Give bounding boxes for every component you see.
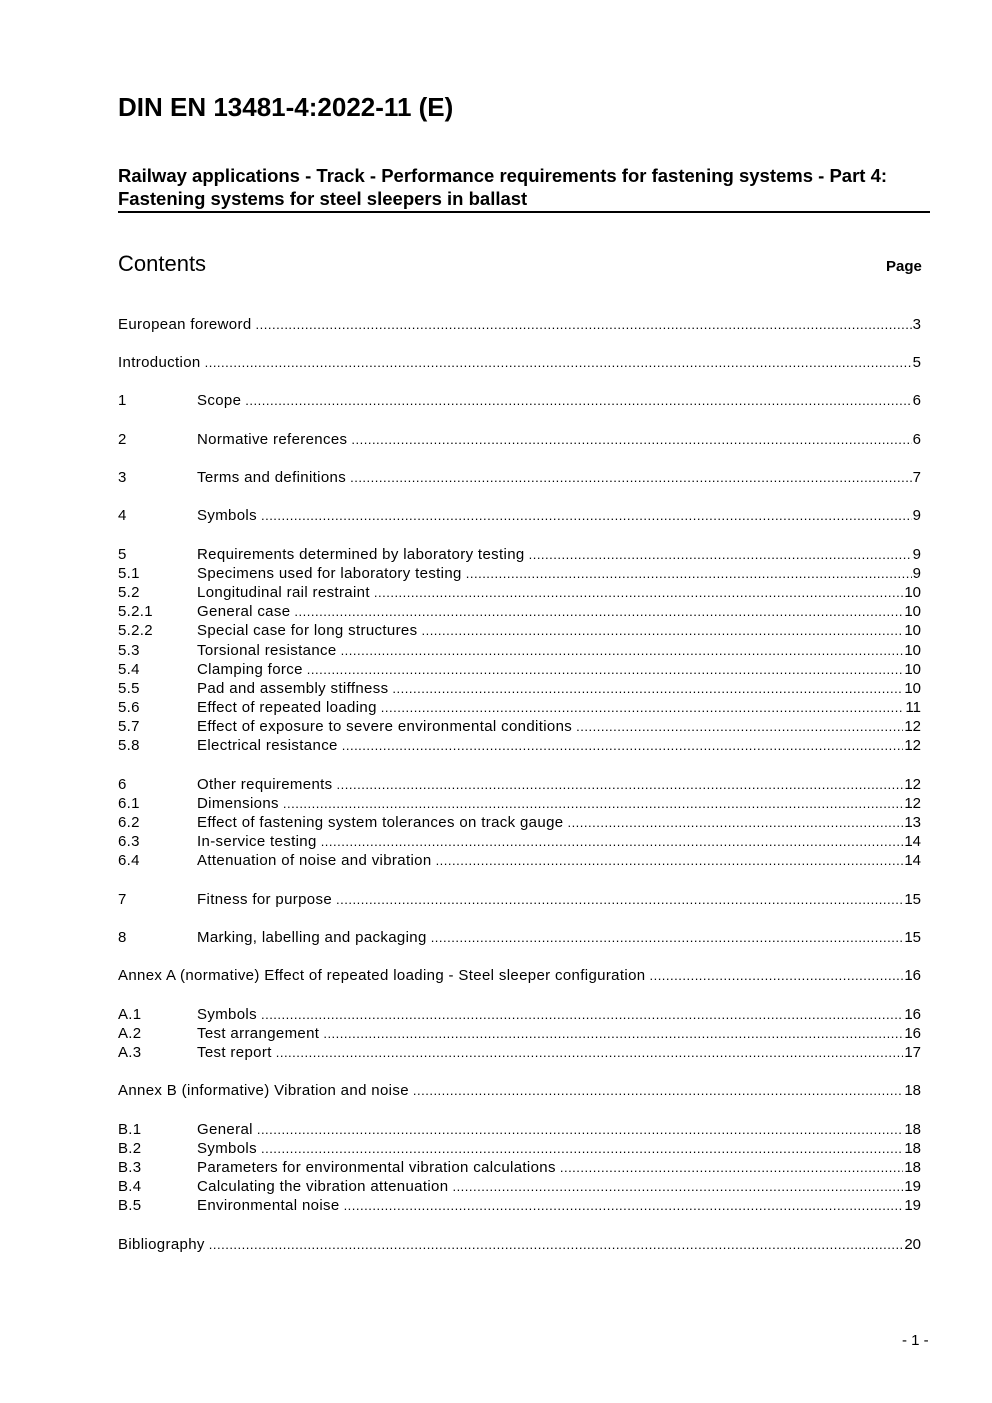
toc-label: Attenuation of noise and vibration <box>197 852 432 869</box>
contents-heading: Contents <box>118 251 207 276</box>
toc-label: Test report <box>197 1044 272 1061</box>
toc-number: 5.2 <box>118 584 140 601</box>
toc-entry[interactable] <box>118 1177 921 1196</box>
toc-label: Symbols <box>197 1006 257 1023</box>
toc-page-number: 10 <box>904 680 921 697</box>
toc-entry[interactable] <box>118 928 921 947</box>
toc-entry[interactable] <box>118 966 921 985</box>
toc-leader-dots <box>341 641 904 660</box>
toc-page-number: 18 <box>904 1121 921 1138</box>
toc-page-number: 19 <box>904 1178 921 1195</box>
toc-entry[interactable] <box>118 794 921 813</box>
toc-entry[interactable] <box>118 391 921 410</box>
toc-entry[interactable] <box>118 545 921 564</box>
toc-label: Longitudinal rail restraint <box>197 584 370 601</box>
toc-leader-dots <box>205 353 912 372</box>
toc-leader-dots <box>276 1043 904 1062</box>
document-id: DIN EN 13481-4:2022-11 (E) <box>118 92 454 122</box>
toc-label: Calculating the vibration attenuation <box>197 1178 449 1195</box>
toc-label: Clamping force <box>197 661 303 678</box>
toc-page-number: 10 <box>904 661 921 678</box>
toc-number: 6.1 <box>118 795 140 812</box>
toc-entry[interactable] <box>118 679 921 698</box>
toc-page-number: 10 <box>904 642 921 659</box>
toc-entry[interactable] <box>118 813 921 832</box>
toc-number: 3 <box>118 469 127 486</box>
toc-entry[interactable] <box>118 315 921 334</box>
toc-number: 5.2.2 <box>118 622 153 639</box>
toc-number: B.3 <box>118 1159 142 1176</box>
toc-page-number: 6 <box>912 392 921 409</box>
toc-page-number: 5 <box>912 354 921 371</box>
toc-page-number: 12 <box>904 718 921 735</box>
toc-entry[interactable] <box>118 698 921 717</box>
toc-entry[interactable] <box>118 621 921 640</box>
toc-label: Introduction <box>118 354 201 371</box>
toc-number: 5.1 <box>118 565 140 582</box>
toc-page-number: 6 <box>912 431 921 448</box>
toc-leader-dots <box>466 564 912 583</box>
toc-page-number: 15 <box>904 891 921 908</box>
toc-entry[interactable] <box>118 660 921 679</box>
toc-number: 5.6 <box>118 699 140 716</box>
toc-entry[interactable] <box>118 1196 921 1215</box>
toc-number: 5.5 <box>118 680 140 697</box>
toc-page-number: 20 <box>904 1236 921 1253</box>
toc-label: Dimensions <box>197 795 279 812</box>
toc-label: Annex A (normative) Effect of repeated loading - Steel sleeper configuration <box>118 967 646 984</box>
toc-entry[interactable] <box>118 1024 921 1043</box>
toc-page-number: 18 <box>904 1140 921 1157</box>
toc-page-number: 9 <box>912 507 921 524</box>
toc-leader-dots <box>567 813 903 832</box>
toc-label: Symbols <box>197 507 257 524</box>
toc-leader-dots <box>261 506 912 525</box>
toc-leader-dots <box>421 621 903 640</box>
toc-page-number: 10 <box>904 603 921 620</box>
toc-number: 1 <box>118 392 127 409</box>
toc-leader-dots <box>342 736 904 755</box>
toc-number: B.1 <box>118 1121 142 1138</box>
toc-entry[interactable] <box>118 1043 921 1062</box>
toc-number: 5.2.1 <box>118 603 153 620</box>
toc-label: Torsional resistance <box>197 642 337 659</box>
toc-page-number: 12 <box>904 795 921 812</box>
footer-page-number: - 1 - <box>902 1332 929 1349</box>
toc-label: Other requirements <box>197 776 333 793</box>
toc-entry[interactable] <box>118 583 921 602</box>
toc-label: European foreword <box>118 316 252 333</box>
toc-label: Symbols <box>197 1140 257 1157</box>
toc-label: Electrical resistance <box>197 737 338 754</box>
toc-entry[interactable] <box>118 1158 921 1177</box>
toc-leader-dots <box>431 928 904 947</box>
toc-entry[interactable] <box>118 430 921 449</box>
toc-leader-dots <box>529 545 912 564</box>
toc-leader-dots <box>351 430 911 449</box>
toc-label: Bibliography <box>118 1236 205 1253</box>
toc-label: Parameters for environmental vibration calculations <box>197 1159 556 1176</box>
toc-label: Fitness for purpose <box>197 891 333 908</box>
toc-leader-dots <box>257 1120 903 1139</box>
toc-leader-dots <box>344 1196 904 1215</box>
document-title: Railway applications - Track - Performance requirements for fastening systems - Part 4: Fastening systems for steel sleepers in ballast <box>118 164 930 213</box>
toc-entry[interactable] <box>118 641 921 660</box>
toc-leader-dots <box>413 1081 903 1100</box>
toc-label: Specimens used for laboratory testing <box>197 565 462 582</box>
toc-page-number: 11 <box>905 699 921 716</box>
toc-label: Marking, labelling and packaging <box>197 929 427 946</box>
toc-label: Terms and definitions <box>197 469 347 486</box>
toc-page-number: 16 <box>904 1006 921 1023</box>
toc-page-number: 9 <box>912 565 921 582</box>
toc-leader-dots <box>392 679 903 698</box>
toc-leader-dots <box>381 698 905 717</box>
toc-entry[interactable] <box>118 890 921 909</box>
toc-number: 6.4 <box>118 852 140 869</box>
toc-entry[interactable] <box>118 832 921 851</box>
toc-entry[interactable] <box>118 1120 921 1139</box>
toc-page-number: 13 <box>904 814 921 831</box>
toc-number: 5.8 <box>118 737 140 754</box>
toc-number: 6.2 <box>118 814 140 831</box>
toc-leader-dots <box>209 1235 904 1254</box>
toc-page-number: 18 <box>904 1159 921 1176</box>
toc-label: Environmental noise <box>197 1197 340 1214</box>
toc-leader-dots <box>261 1005 903 1024</box>
toc-page-number: 12 <box>904 737 921 754</box>
toc-leader-dots <box>261 1139 903 1158</box>
toc-number: 6.3 <box>118 833 140 850</box>
toc-page-number: 14 <box>904 833 921 850</box>
toc-leader-dots <box>350 468 912 487</box>
toc-leader-dots <box>337 775 904 794</box>
toc-leader-dots <box>323 1024 903 1043</box>
toc-entry[interactable] <box>118 1139 921 1158</box>
toc-number: 7 <box>118 891 127 908</box>
toc-number: 5 <box>118 546 127 563</box>
toc-page-number: 16 <box>904 967 921 984</box>
toc-leader-dots <box>321 832 904 851</box>
toc-page-number: 10 <box>904 584 921 601</box>
toc-number: A.2 <box>118 1025 142 1042</box>
toc-label: Normative references <box>197 431 348 448</box>
toc-leader-dots <box>452 1177 903 1196</box>
toc-number: B.2 <box>118 1140 142 1157</box>
toc-page-number: 16 <box>904 1025 921 1042</box>
toc-label: Pad and assembly stiffness <box>197 680 389 697</box>
toc-number: 5.7 <box>118 718 140 735</box>
toc-entry[interactable] <box>118 736 921 755</box>
toc-leader-dots <box>294 602 903 621</box>
toc-page-number: 18 <box>904 1082 921 1099</box>
toc-number: 4 <box>118 507 127 524</box>
toc-page-number: 14 <box>904 852 921 869</box>
toc-page-number: 15 <box>904 929 921 946</box>
toc-page-number: 17 <box>904 1044 921 1061</box>
toc-entry[interactable] <box>118 506 921 525</box>
toc-label: Effect of repeated loading <box>197 699 377 716</box>
toc-leader-dots <box>336 890 903 909</box>
toc-leader-dots <box>560 1158 903 1177</box>
toc-entry[interactable] <box>118 775 921 794</box>
toc-label: Test arrangement <box>197 1025 320 1042</box>
toc-number: 8 <box>118 929 127 946</box>
toc-entry[interactable] <box>118 851 921 870</box>
toc-number: B.5 <box>118 1197 142 1214</box>
toc-page-number: 12 <box>904 776 921 793</box>
toc-label: General case <box>197 603 291 620</box>
toc-label: Effect of exposure to severe environmental conditions <box>197 718 573 735</box>
toc-leader-dots <box>649 966 903 985</box>
toc-label: Scope <box>197 392 242 409</box>
toc-number: B.4 <box>118 1178 142 1195</box>
toc-label: General <box>197 1121 253 1138</box>
toc-entry[interactable] <box>118 468 921 487</box>
toc-leader-dots <box>283 794 903 813</box>
toc-page-number: 9 <box>912 546 921 563</box>
toc-leader-dots <box>576 717 903 736</box>
toc-leader-dots <box>256 315 912 334</box>
toc-number: A.1 <box>118 1006 142 1023</box>
toc-page-number: 3 <box>912 316 921 333</box>
toc-label: In-service testing <box>197 833 317 850</box>
toc-leader-dots <box>245 391 911 410</box>
toc-number: 5.3 <box>118 642 140 659</box>
toc-entry[interactable] <box>118 602 921 621</box>
toc-entry[interactable] <box>118 1235 921 1254</box>
toc-number: 2 <box>118 431 127 448</box>
toc-number: 6 <box>118 776 127 793</box>
toc-page-number: 10 <box>904 622 921 639</box>
toc-entry[interactable] <box>118 564 921 583</box>
toc-entry[interactable] <box>118 717 921 736</box>
toc-entry[interactable] <box>118 1081 921 1100</box>
toc-leader-dots <box>436 851 904 870</box>
toc-leader-dots <box>374 583 903 602</box>
toc-page-number: 19 <box>904 1197 921 1214</box>
page-column-heading: Page <box>886 258 922 275</box>
toc-number: 5.4 <box>118 661 140 678</box>
toc-page-number: 7 <box>912 469 921 486</box>
toc-label: Effect of fastening system tolerances on track gauge <box>197 814 564 831</box>
toc-label: Annex B (informative) Vibration and noise <box>118 1082 409 1099</box>
toc-label: Requirements determined by laboratory testing <box>197 546 525 563</box>
toc-label: Special case for long structures <box>197 622 418 639</box>
toc-number: A.3 <box>118 1044 142 1061</box>
toc-leader-dots <box>307 660 904 679</box>
toc-entry[interactable] <box>118 1005 921 1024</box>
toc-entry[interactable] <box>118 353 921 372</box>
